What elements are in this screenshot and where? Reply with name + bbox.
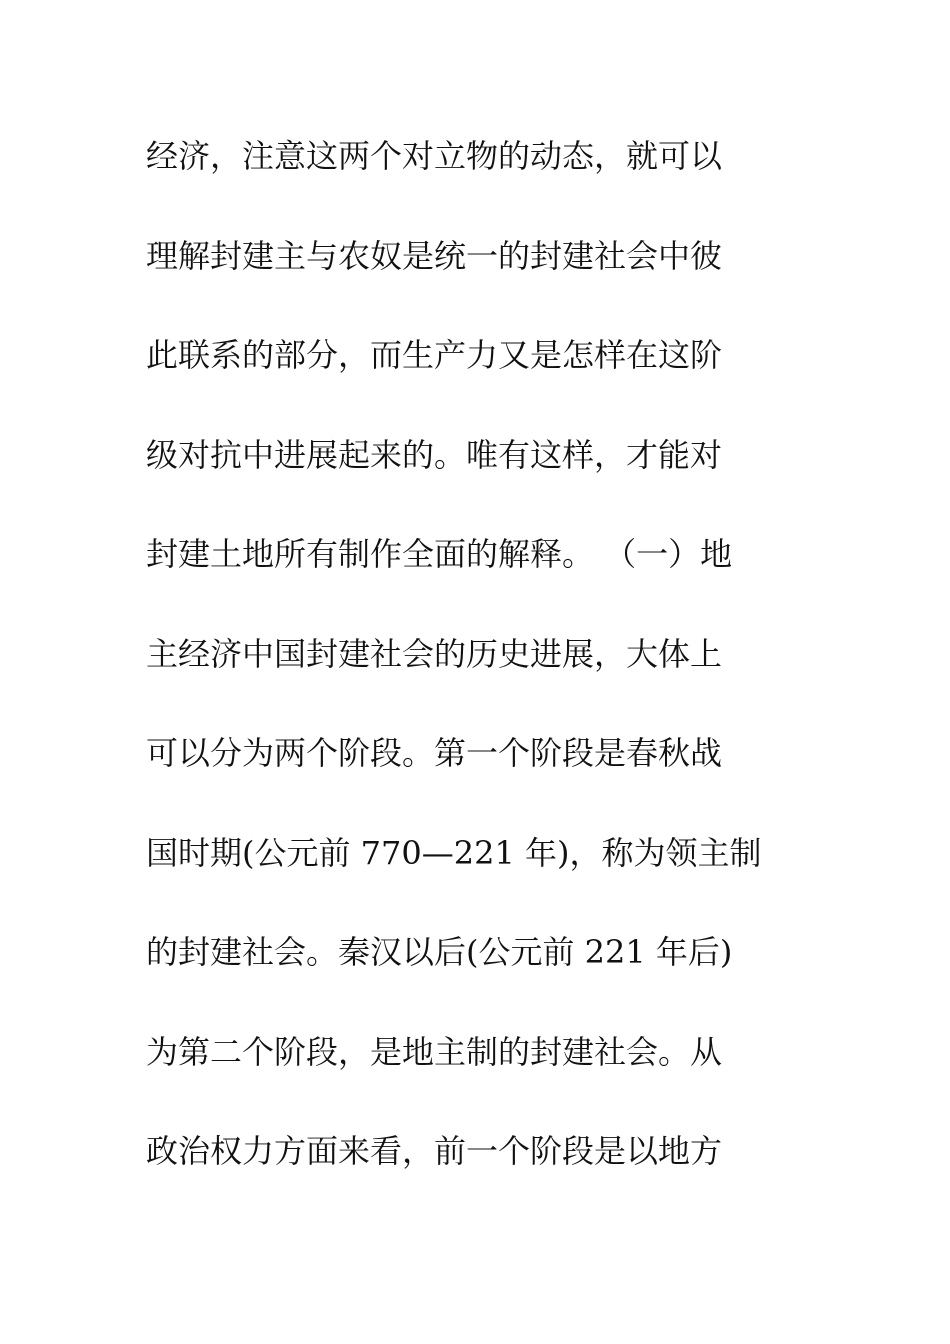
text-line: 经济，注意这两个对立物的动态，就可以: [146, 137, 723, 175]
text-line: 主经济中国封建社会的历史进展，大体上: [146, 634, 723, 673]
text-line: 此联系的部分，而生产力又是怎样在这阶: [146, 336, 723, 374]
text-line: 为第二个阶段，是地主制的封建社会。从: [146, 1032, 723, 1071]
text-line: 的封建社会。秦汉以后(公元前 221 年后): [146, 933, 733, 971]
text-line: 封建土地所有制作全面的解释。 （一）地: [146, 535, 733, 573]
body-text: [146, 128, 846, 1223]
text-line: 理解封建主与农奴是统一的封建社会中彼: [146, 236, 723, 275]
text-line: 政治权力方面来看，前一个阶段是以地方: [146, 1132, 723, 1170]
text-line: 可以分为两个阶段。第一个阶段是春秋战: [146, 734, 723, 772]
text-line: 国时期(公元前 770—221 年)，称为领主制: [146, 833, 762, 872]
text-line: 级对抗中进展起来的。唯有这样，才能对: [146, 435, 723, 474]
